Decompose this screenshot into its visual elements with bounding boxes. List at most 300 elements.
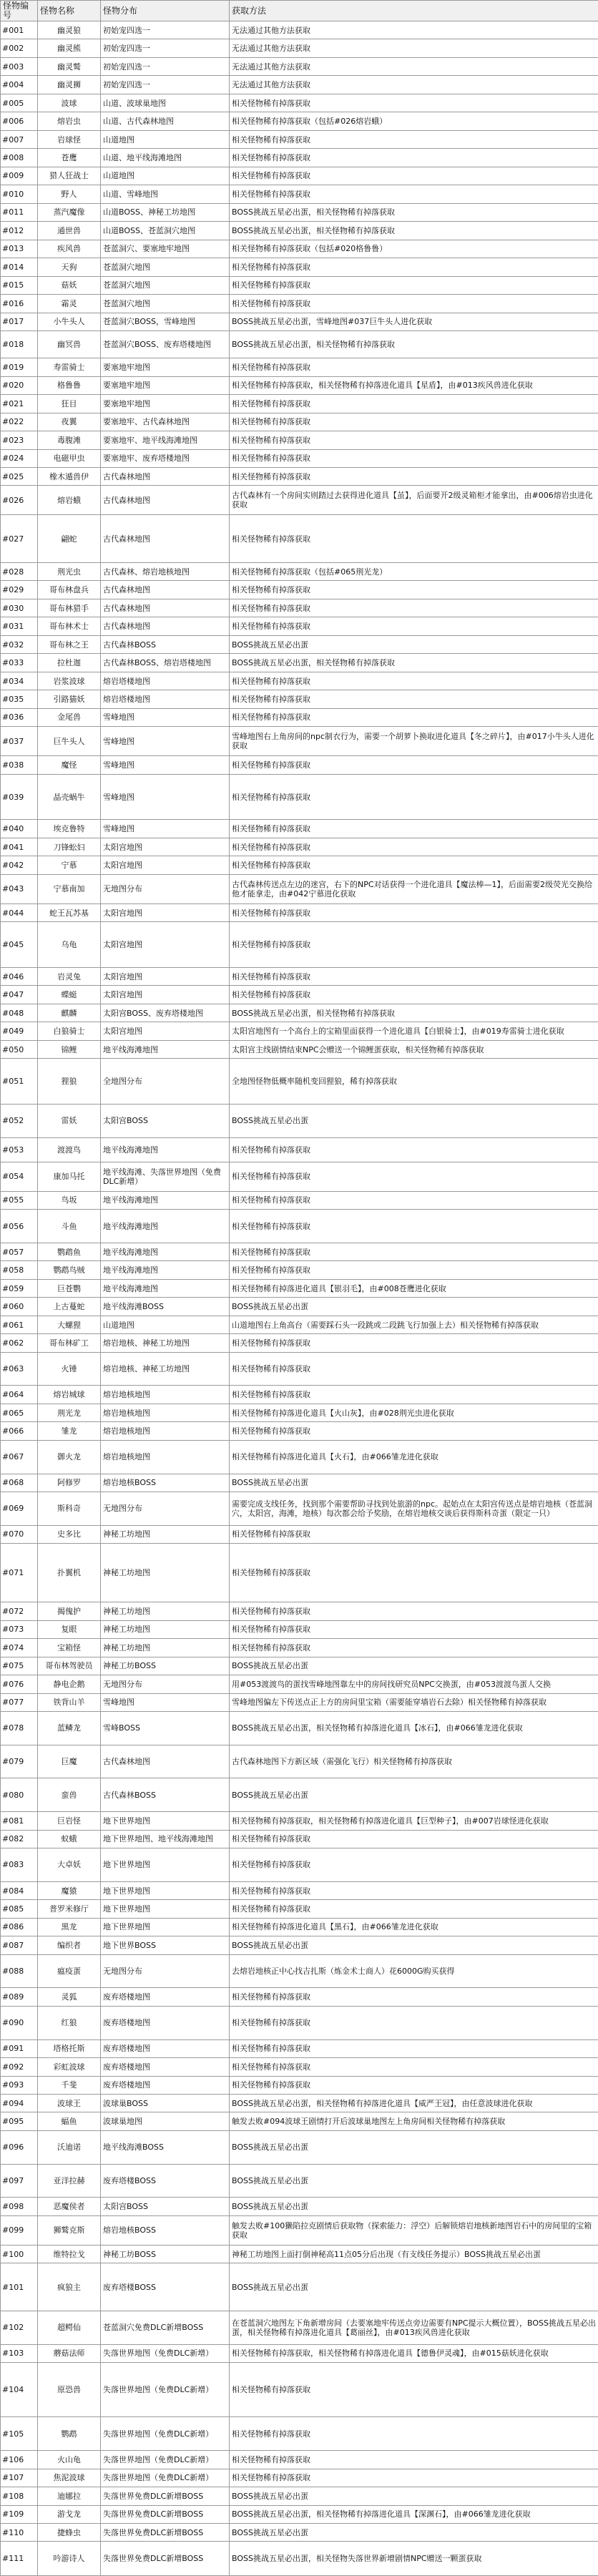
cell-name: 荆光虫 — [38, 563, 101, 581]
cell-method: 相关怪物稀有掉落获取，相关怪物稀有掉落进化道具【巨型种子】，由#007岩球怪进化获取 — [230, 1812, 598, 1830]
cell-name: 上古蔓蛇 — [38, 1298, 101, 1316]
table-row — [1, 112, 598, 130]
cell-location: 地平线海滩BOSS — [101, 1298, 230, 1316]
cell-name: 哥布林术士 — [38, 617, 101, 635]
cell-location: 波球巢BOSS — [101, 2094, 230, 2112]
cell-name: 千斐 — [38, 2076, 101, 2094]
table-row — [1, 1693, 598, 1711]
cell-id: #073 — [1, 1620, 38, 1638]
table-row — [1, 2076, 598, 2094]
cell-method: 相关怪物稀有掉落进化道具【火石】，由#066雏龙进化获取 — [230, 1440, 598, 1474]
cell-id: #090 — [1, 2006, 38, 2039]
cell-method: 相关怪物稀有掉落获取 — [230, 1386, 598, 1404]
cell-location: 失落世界地图（免费DLC新增） — [101, 2362, 230, 2416]
table-row — [1, 1279, 598, 1297]
cell-id: #103 — [1, 2344, 38, 2362]
cell-location: 地平线海滩地图 — [101, 1210, 230, 1243]
cell-name: 静电企鹅 — [38, 1675, 101, 1693]
cell-name: 狸狼 — [38, 1059, 101, 1105]
cell-method: 相关怪物稀有掉落获取 — [230, 922, 598, 968]
table-row — [1, 672, 598, 690]
cell-method: 相关怪物稀有掉落获取 — [230, 276, 598, 294]
cell-location: 熔岩地核BOSS — [101, 1474, 230, 1492]
cell-id: #019 — [1, 358, 38, 376]
cell-location: 初始宠四选一 — [101, 57, 230, 75]
cell-id: #004 — [1, 76, 38, 94]
cell-name: 野人 — [38, 185, 101, 203]
table-row — [1, 1525, 598, 1543]
cell-id: #069 — [1, 1492, 38, 1526]
cell-location: 失落世界免费DLC新增BOSS — [101, 2487, 230, 2505]
cell-id: #072 — [1, 1602, 38, 1620]
cell-name: 哥布林之王 — [38, 635, 101, 653]
cell-method: 相关怪物稀有掉落获取（包括#065荆光龙） — [230, 563, 598, 581]
cell-id: #016 — [1, 295, 38, 313]
cell-method: BOSS挑战五星必出蛋 — [230, 2523, 598, 2541]
cell-method: 相关怪物稀有掉落获取 — [230, 2076, 598, 2094]
cell-method: 去熔岩地核正中心找吉扎斯（炼金术士商人）花6000G购买获得 — [230, 1954, 598, 1988]
cell-id: #021 — [1, 395, 38, 413]
cell-id: #080 — [1, 1778, 38, 1812]
table-row — [1, 690, 598, 708]
cell-name: 火锤 — [38, 1352, 101, 1386]
cell-id: #042 — [1, 856, 38, 874]
cell-method: BOSS挑战五星必出蛋，相关怪物稀有掉落进化道具【冰石】，由#066雏龙进化获取 — [230, 1712, 598, 1745]
cell-id: #104 — [1, 2362, 38, 2416]
table-row — [1, 1404, 598, 1421]
cell-id: #045 — [1, 922, 38, 968]
cell-name: 灵狐 — [38, 1988, 101, 2006]
table-row — [1, 240, 598, 258]
cell-id: #002 — [1, 39, 38, 57]
cell-method: 古代森林有一个房间实则踏过去获得进化道具【茧】，后面要开2级灵箱柜才能拿出，由#006熔岩虫进化获取 — [230, 486, 598, 515]
cell-method: BOSS挑战五星必出蛋 — [230, 1936, 598, 1954]
table-row — [1, 968, 598, 986]
cell-method: 相关怪物稀有掉落获取（包括#026熔岩蛾） — [230, 112, 598, 130]
cell-name: 雷妖 — [38, 1105, 101, 1138]
cell-name: 捷蜂虫 — [38, 2523, 101, 2541]
cell-method: BOSS挑战五星必出蛋 — [230, 2263, 598, 2311]
cell-name: 哥布林矿工 — [38, 1334, 101, 1352]
cell-id: #038 — [1, 756, 38, 774]
cell-location: 山道地图 — [101, 130, 230, 148]
cell-id: #075 — [1, 1657, 38, 1675]
cell-name: 鹦鹉鸟贼 — [38, 1261, 101, 1279]
table-row — [1, 1261, 598, 1279]
cell-location: 古代森林BOSS — [101, 635, 230, 653]
cell-name: 锦鲤 — [38, 1040, 101, 1058]
cell-id: #047 — [1, 986, 38, 1004]
table-row — [1, 1745, 598, 1778]
cell-id: #093 — [1, 2076, 38, 2094]
cell-name: 蚁蛾 — [38, 1830, 101, 1848]
table-row — [1, 2311, 598, 2344]
cell-name: 翩蛇 — [38, 515, 101, 563]
cell-id: #089 — [1, 1988, 38, 2006]
cell-id: #006 — [1, 112, 38, 130]
table-row — [1, 1040, 598, 1058]
cell-name: 铁背山羊 — [38, 1693, 101, 1711]
cell-id: #050 — [1, 1040, 38, 1058]
cell-name: 雏龙 — [38, 1422, 101, 1440]
cell-location: 神秘工坊地图 — [101, 1544, 230, 1602]
cell-name: 扑翼机 — [38, 1544, 101, 1602]
cell-method: 相关怪物稀有掉落获取，相关怪物稀有掉落进化道具【德鲁伊灵魂】，由#015菇妖进化获取 — [230, 2344, 598, 2362]
table-row — [1, 1210, 598, 1243]
table-row — [1, 1137, 598, 1162]
cell-location: 无地图分布 — [101, 1954, 230, 1988]
cell-location: 太阳宫地图 — [101, 968, 230, 986]
cell-name: 疾风兽 — [38, 240, 101, 258]
table-row — [1, 313, 598, 330]
cell-location: 古代森林地图 — [101, 599, 230, 617]
cell-location: 太阳宫地图 — [101, 838, 230, 856]
table-row — [1, 2039, 598, 2057]
cell-method: BOSS挑战五星必出蛋，相关怪物稀有掉落进化道具【深渊石】，由#066雏龙进化获取 — [230, 2505, 598, 2523]
cell-id: #024 — [1, 449, 38, 467]
cell-location: 波球巢地图 — [101, 2112, 230, 2130]
cell-name: 疯狼主 — [38, 2263, 101, 2311]
table-row — [1, 185, 598, 203]
table-row — [1, 2198, 598, 2215]
cell-id: #009 — [1, 167, 38, 185]
table-row — [1, 57, 598, 75]
cell-location: 神秘工坊地图 — [101, 1602, 230, 1620]
cell-id: #034 — [1, 672, 38, 690]
table-row — [1, 1778, 598, 1812]
table-row — [1, 581, 598, 599]
cell-location: 失落世界地图（免费DLC新增） — [101, 2417, 230, 2451]
cell-name: 复眼 — [38, 1620, 101, 1638]
cell-name: 橡木遁兽伊 — [38, 467, 101, 485]
table-row — [1, 1316, 598, 1333]
table-row — [1, 1474, 598, 1492]
cell-id: #074 — [1, 1639, 38, 1657]
cell-method: BOSS挑战五星必出蛋 — [230, 1105, 598, 1138]
cell-name: 霜灵 — [38, 295, 101, 313]
cell-id: #005 — [1, 94, 38, 112]
cell-id: #033 — [1, 654, 38, 672]
table-row — [1, 1162, 598, 1191]
cell-method: 相关怪物稀有掉落获取 — [230, 431, 598, 449]
table-row — [1, 39, 598, 57]
cell-method: 相关怪物稀有掉落获取 — [230, 1544, 598, 1602]
cell-name: 金尾兽 — [38, 708, 101, 726]
cell-method: 相关怪物稀有掉落获取 — [230, 774, 598, 820]
cell-location: 苍蓝洞穴BOSS，雪峰地图 — [101, 313, 230, 330]
cell-location: 失落世界地图（免费DLC新增） — [101, 2469, 230, 2487]
table-row — [1, 1298, 598, 1316]
cell-id: #097 — [1, 2164, 38, 2198]
table-row — [1, 2469, 598, 2487]
cell-location: 太阳宫地图 — [101, 903, 230, 921]
cell-id: #092 — [1, 2058, 38, 2076]
cell-method: BOSS挑战五星必出蛋 — [230, 2487, 598, 2505]
cell-method: 相关怪物稀有掉落获取 — [230, 1639, 598, 1657]
cell-method: 相关怪物稀有掉落进化道具【黑石】，由#066雏龙进化获取 — [230, 1918, 598, 1936]
cell-location: 初始宠四选一 — [101, 39, 230, 57]
cell-location: 地平线海滩地图 — [101, 1137, 230, 1162]
table-row — [1, 449, 598, 467]
cell-name: 巨苍鹦 — [38, 1279, 101, 1297]
cell-name: 鹦鹉 — [38, 2417, 101, 2451]
cell-location: 地下世界BOSS — [101, 1936, 230, 1954]
cell-id: #007 — [1, 130, 38, 148]
cell-method: 相关怪物稀有掉落进化道具【银羽毛】，由#008苍鹰进化获取 — [230, 1279, 598, 1297]
cell-method: 相关怪物稀有掉落获取 — [230, 1830, 598, 1848]
table-row — [1, 2451, 598, 2469]
cell-location: 山道、古代森林地图 — [101, 112, 230, 130]
table-row — [1, 1422, 598, 1440]
cell-location: 熔岩地核、神秘工坊地图 — [101, 1352, 230, 1386]
cell-id: #078 — [1, 1712, 38, 1745]
cell-location: 苍蓝洞穴、要塞地牢地图 — [101, 240, 230, 258]
cell-id: #096 — [1, 2130, 38, 2164]
cell-method: 相关怪物稀有掉落获取 — [230, 295, 598, 313]
table-row — [1, 149, 598, 167]
table-row — [1, 2362, 598, 2416]
cell-method: 相关怪物稀有掉落获取 — [230, 1352, 598, 1386]
cell-id: #011 — [1, 203, 38, 221]
table-row — [1, 515, 598, 563]
cell-location: 失落世界免费DLC新增BOSS — [101, 2505, 230, 2523]
cell-method: 相关怪物稀有掉落获取 — [230, 467, 598, 485]
cell-name: 红狼 — [38, 2006, 101, 2039]
table-row — [1, 222, 598, 240]
cell-id: #111 — [1, 2542, 38, 2576]
cell-location: 无地图分布 — [101, 1492, 230, 1526]
cell-location: 苍蓝洞穴免费DLC新增BOSS — [101, 2311, 230, 2344]
table-row — [1, 467, 598, 485]
cell-name: 蓝鳞龙 — [38, 1712, 101, 1745]
cell-id: #036 — [1, 708, 38, 726]
table-row — [1, 838, 598, 856]
cell-method: 相关怪物稀有掉落获取 — [230, 258, 598, 276]
cell-id: #044 — [1, 903, 38, 921]
cell-location: 地下世界地图 — [101, 1900, 230, 1918]
table-row — [1, 1639, 598, 1657]
table-row — [1, 2164, 598, 2198]
cell-method: 需要完成支线任务，找到那个需要帮助寻找到处旅游的npc。起始点在太阳宫传送点是熔岩地核（苍蓝洞穴，太阳宫，海滩，地核）每次都会给予奖励，在熔岩地核交谈后获得斯科奇蛋（限定一只） — [230, 1492, 598, 1526]
cell-method: 相关怪物稀有掉落获取 — [230, 1848, 598, 1882]
cell-location: 地平线海滩地图 — [101, 1243, 230, 1260]
cell-location: 地下世界地图 — [101, 1881, 230, 1899]
cell-id: #098 — [1, 2198, 38, 2215]
cell-name: 引路猫妖 — [38, 690, 101, 708]
cell-id: #032 — [1, 635, 38, 653]
cell-method: 相关怪物稀有掉落获取 — [230, 1525, 598, 1543]
cell-location: 要塞地牢、废弃塔楼地图 — [101, 449, 230, 467]
cell-name: 迪娜拉 — [38, 2487, 101, 2505]
header-row — [1, 1, 598, 21]
cell-name: 白狼骑士 — [38, 1022, 101, 1040]
cell-name: 幽灵熊 — [38, 39, 101, 57]
cell-method: 相关怪物稀有掉落获取 — [230, 1210, 598, 1243]
cell-location: 雪峰地图 — [101, 1693, 230, 1711]
cell-method: BOSS挑战五星必出蛋，相关怪物稀有掉落进化道具【威严王冠】，由任意波球进化获取 — [230, 2094, 598, 2112]
cell-name: 揭傀护 — [38, 1602, 101, 1620]
cell-name: 蛮兽 — [38, 1778, 101, 1812]
cell-method: 相关怪物稀有掉落获取 — [230, 581, 598, 599]
cell-location: 太阳宫BOSS — [101, 2198, 230, 2215]
cell-location: 地平线海滩BOSS — [101, 2130, 230, 2164]
table-row — [1, 874, 598, 903]
cell-location: 山道地图 — [101, 1316, 230, 1333]
cell-method: BOSS挑战五星必出蛋 — [230, 2198, 598, 2215]
cell-method: 相关怪物稀有掉落获取 — [230, 449, 598, 467]
table-row — [1, 820, 598, 838]
cell-method: BOSS挑战五星必出蛋，相关怪物稀有掉落获取 — [230, 222, 598, 240]
cell-name: 阿修罗 — [38, 1474, 101, 1492]
cell-name: 熔岩蛾 — [38, 486, 101, 515]
cell-id: #061 — [1, 1316, 38, 1333]
cell-method: 相关怪物稀有掉落获取 — [230, 185, 598, 203]
table-row — [1, 727, 598, 756]
cell-method: 古代森林传送点左边的迷宫，右下的NPC对话获得一个进化道具【魔法棒—1】，后面需要2级荧光交换给他才能拿走，由#042宁慕进化获取 — [230, 874, 598, 903]
cell-id: #015 — [1, 276, 38, 294]
cell-name: 哥布林驾驶员 — [38, 1657, 101, 1675]
cell-location: 山道、雪峰地图 — [101, 185, 230, 203]
header-method: 获取方法 — [230, 1, 598, 21]
cell-method: 相关怪物稀有掉落获取 — [230, 413, 598, 431]
cell-location: 雪峰地图 — [101, 774, 230, 820]
table-row — [1, 1492, 598, 1526]
table-row — [1, 258, 598, 276]
table-row — [1, 1918, 598, 1936]
cell-location: 地平线海滩地图 — [101, 1191, 230, 1209]
cell-id: #026 — [1, 486, 38, 515]
table-row — [1, 2487, 598, 2505]
cell-method: 相关怪物稀有掉落获取 — [230, 2006, 598, 2039]
cell-id: #023 — [1, 431, 38, 449]
cell-id: #012 — [1, 222, 38, 240]
cell-location: 全地图分布 — [101, 1059, 230, 1105]
table-row — [1, 130, 598, 148]
cell-id: #022 — [1, 413, 38, 431]
table-row — [1, 94, 598, 112]
cell-method: 在苍蓝洞穴地图左下角新增房间（去要塞地牢传送点旁边需要有NPC提示大概位置），BOSS挑战五星必出蛋，相关怪物稀有掉落进化道具【葛丽丝】，由#013疾风兽进化获取 — [230, 2311, 598, 2344]
cell-location: 初始宠四选一 — [101, 76, 230, 94]
cell-location: 神秘工坊地图 — [101, 1639, 230, 1657]
cell-location: 古代森林地图 — [101, 486, 230, 515]
cell-location: 太阳宫地图 — [101, 1022, 230, 1040]
cell-name: 鸟坂 — [38, 1191, 101, 1209]
cell-method: 相关怪物稀有掉落获取 — [230, 2417, 598, 2451]
cell-method: 雪峰地图偏左下传送点正上方的房间里宝箱（需要能穿墙岩石去除）相关怪物稀有掉落获取 — [230, 1693, 598, 1711]
cell-id: #106 — [1, 2451, 38, 2469]
cell-location: 山道BOSS、苍蓝洞穴地图 — [101, 222, 230, 240]
table-row — [1, 76, 598, 94]
cell-method: 相关怪物稀有掉落获取（包括#020格鲁鲁） — [230, 240, 598, 258]
cell-id: #054 — [1, 1162, 38, 1191]
header-id: 怪物编号 — [1, 1, 38, 21]
cell-name: 岩灵兔 — [38, 968, 101, 986]
cell-location: 废弃塔楼地图 — [101, 2039, 230, 2057]
cell-method: BOSS挑战五星必出蛋，相关怪物稀有掉落获取 — [230, 654, 598, 672]
cell-location: 古代森林BOSS、熔岩塔楼地图 — [101, 654, 230, 672]
cell-method: 相关怪物稀有掉落获取 — [230, 130, 598, 148]
table-row — [1, 167, 598, 185]
cell-id: #105 — [1, 2417, 38, 2451]
cell-name: 蒸汽魔像 — [38, 203, 101, 221]
cell-name: 宁慕南加 — [38, 874, 101, 903]
cell-method: BOSS挑战五星必出蛋，相关怪物稀有掉落获取 — [230, 203, 598, 221]
cell-name: 波球王 — [38, 2094, 101, 2112]
table-row — [1, 276, 598, 294]
cell-location: 神秘工坊BOSS — [101, 2245, 230, 2263]
table-row — [1, 774, 598, 820]
cell-name: 天狗 — [38, 258, 101, 276]
cell-id: #008 — [1, 149, 38, 167]
cell-id: #018 — [1, 330, 38, 358]
cell-name: 寿雷骑士 — [38, 358, 101, 376]
cell-location: 古代森林地图 — [101, 1745, 230, 1778]
table-row — [1, 654, 598, 672]
table-row — [1, 1620, 598, 1638]
cell-location: 初始宠四选一 — [101, 21, 230, 39]
cell-name: 蘑菇法师 — [38, 2344, 101, 2362]
table-row — [1, 1386, 598, 1404]
cell-location: 要塞地牢、古代森林地图 — [101, 413, 230, 431]
cell-method: 相关怪物稀有掉落获取 — [230, 1261, 598, 1279]
table-row — [1, 2263, 598, 2311]
cell-method: 太阳宫地图有一个高台上的宝箱里面获得一个进化道具【白银骑士】，由#019寿雷骑士进化获取 — [230, 1022, 598, 1040]
cell-name: 魔怪 — [38, 756, 101, 774]
cell-location: 废弃塔楼地图 — [101, 2076, 230, 2094]
cell-id: #056 — [1, 1210, 38, 1243]
cell-location: 地下世界地图 — [101, 1918, 230, 1936]
cell-name: 彩虹波球 — [38, 2058, 101, 2076]
cell-location: 无地图分布 — [101, 874, 230, 903]
cell-location: 地平线海滩地图 — [101, 1261, 230, 1279]
cell-id: #076 — [1, 1675, 38, 1693]
cell-name: 电磁甲虫 — [38, 449, 101, 467]
cell-location: 苍蓝洞穴地图 — [101, 258, 230, 276]
cell-location: 熔岩塔楼地图 — [101, 690, 230, 708]
cell-name: 小牛头人 — [38, 313, 101, 330]
cell-method: 相关怪物稀有掉落获取 — [230, 2451, 598, 2469]
table-row — [1, 1712, 598, 1745]
cell-id: #067 — [1, 1440, 38, 1474]
cell-name: 游戈龙 — [38, 2505, 101, 2523]
cell-method: 相关怪物稀有掉落获取 — [230, 2362, 598, 2416]
cell-method: 相关怪物稀有掉落获取 — [230, 167, 598, 185]
cell-location: 雪峰地图 — [101, 708, 230, 726]
cell-method: 无法通过其他方法获取 — [230, 57, 598, 75]
cell-id: #083 — [1, 1848, 38, 1882]
cell-method: 相关怪物稀有掉落获取 — [230, 856, 598, 874]
cell-id: #027 — [1, 515, 38, 563]
cell-id: #031 — [1, 617, 38, 635]
cell-name: 恶魔侯者 — [38, 2198, 101, 2215]
cell-method: 相关怪物稀有掉落获取 — [230, 1137, 598, 1162]
table-row — [1, 413, 598, 431]
cell-location: 苍蓝洞穴BOSS、废弃塔楼地图 — [101, 330, 230, 358]
cell-location: 失落世界地图（免费DLC新增） — [101, 2344, 230, 2362]
cell-name: 毒腹滩 — [38, 431, 101, 449]
cell-name: 猎人狂战士 — [38, 167, 101, 185]
cell-location: 神秘工坊地图 — [101, 1620, 230, 1638]
table-row — [1, 2344, 598, 2362]
cell-method: 太阳宫主线剧情结束NPC会赠送一个锦鲤蛋获取，相关怪物稀有掉落获取 — [230, 1040, 598, 1058]
cell-name: 蛇王瓦苏基 — [38, 903, 101, 921]
cell-location: 太阳宫地图 — [101, 856, 230, 874]
cell-name: 宝箱怪 — [38, 1639, 101, 1657]
cell-name: 蝠鱼 — [38, 2112, 101, 2130]
cell-id: #088 — [1, 1954, 38, 1988]
cell-location: 废弃塔楼BOSS — [101, 2164, 230, 2198]
cell-id: #094 — [1, 2094, 38, 2112]
